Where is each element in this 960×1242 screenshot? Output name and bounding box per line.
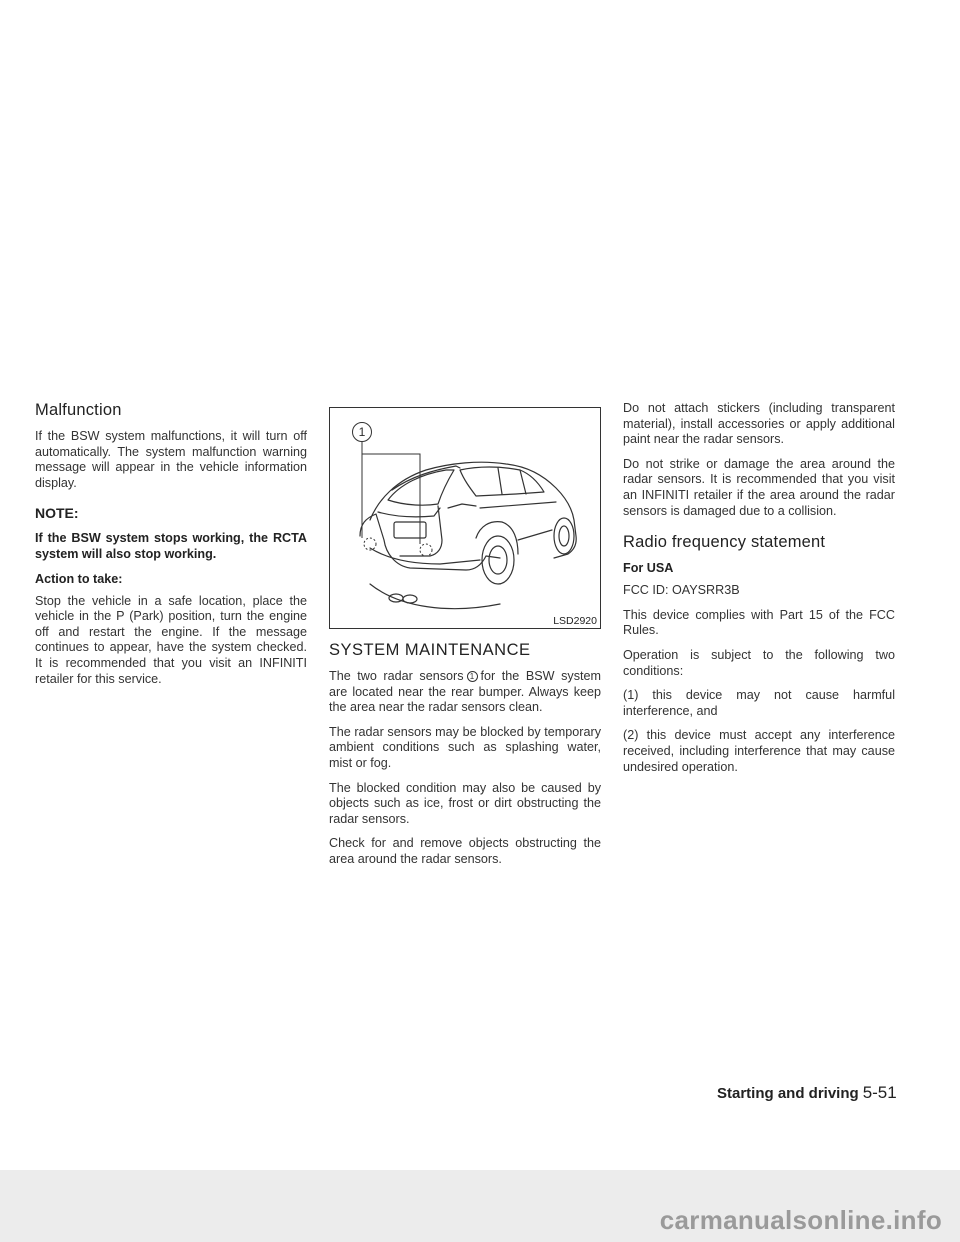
condition-2: (2) this device must accept any interference received, including interference that may cause undesired operation. <box>623 728 895 774</box>
vehicle-figure <box>329 407 601 629</box>
front-wheel <box>554 518 574 554</box>
note-text: If the BSW system stops working, the RCTA system will also stop working. <box>35 531 307 561</box>
radio-frequency-heading: Radio frequency statement <box>623 533 826 552</box>
column-right <box>623 401 895 784</box>
figure-code: LSD2920 <box>553 615 597 627</box>
action-paragraph: Stop the vehicle in a safe location, place the vehicle in the P (Park) position, turn the engine off and restart the engine. If the message continues to appear, have the system checked. It is recommended that you visit an INFINITI retailer for this service. <box>35 593 307 686</box>
note-heading: NOTE: <box>35 505 79 522</box>
callout-1-inline: 1 <box>467 671 478 682</box>
watermark-bar <box>0 1170 960 1242</box>
strike-paragraph: Do not strike or damage the area around the radar sensors. It is recommended that you visit an INFINITI retailer if the area around the radar sensors is damaged due to a collision. <box>623 456 895 518</box>
malfunction-heading: Malfunction <box>35 401 122 419</box>
rear-suv-radar-sensor-illustration <box>330 408 600 628</box>
condition-1: (1) this device may not cause harmful interference, and <box>623 688 895 718</box>
maintenance-paragraph-3: The blocked condition may also be caused by objects such as ice, frost or dirt obstructing the radar sensors. <box>329 780 601 826</box>
watermark-text: carmanualsonline.info <box>659 1205 942 1235</box>
page-footer <box>717 1083 897 1103</box>
radar-sensor-right <box>420 544 432 556</box>
callout-1: 1 <box>352 422 372 442</box>
action-label: Action to take: <box>35 571 123 586</box>
maintenance-paragraph-1: The two radar sensors 1 for the BSW system are located near the rear bumper. Always keep the area near the radar sensors clean. <box>329 669 601 715</box>
suv-body-outline <box>370 462 576 558</box>
maintenance-paragraph-4: Check for and remove objects obstructing the area around the radar sensors. <box>329 836 601 866</box>
suv-lower-body <box>360 514 500 570</box>
malfunction-paragraph: If the BSW system malfunctions, it will turn off automatically. The system malfunction warning message will appear in the vehicle information display. <box>35 429 307 490</box>
chapter-title: Starting and driving <box>717 1085 859 1102</box>
column-left <box>35 401 307 696</box>
fcc-compliance: This device complies with Part 15 of the FCC Rules. <box>623 607 895 638</box>
page-number: 5-51 <box>862 1083 897 1102</box>
fcc-id: FCC ID: OAYSRR3B <box>623 583 740 598</box>
operation-conditions: Operation is subject to the following two conditions: <box>623 647 895 678</box>
rear-wheel <box>482 536 514 584</box>
column-middle <box>329 401 601 877</box>
maintenance-paragraph-2: The radar sensors may be blocked by temporary ambient conditions such as splashing water, mist or fog. <box>329 724 601 770</box>
for-usa-label: For USA <box>623 561 674 576</box>
stickers-paragraph: Do not attach stickers (including transparent material), install accessories or apply additional paint near the radar sensors. <box>623 401 895 447</box>
system-maintenance-heading: SYSTEM MAINTENANCE <box>329 641 531 659</box>
